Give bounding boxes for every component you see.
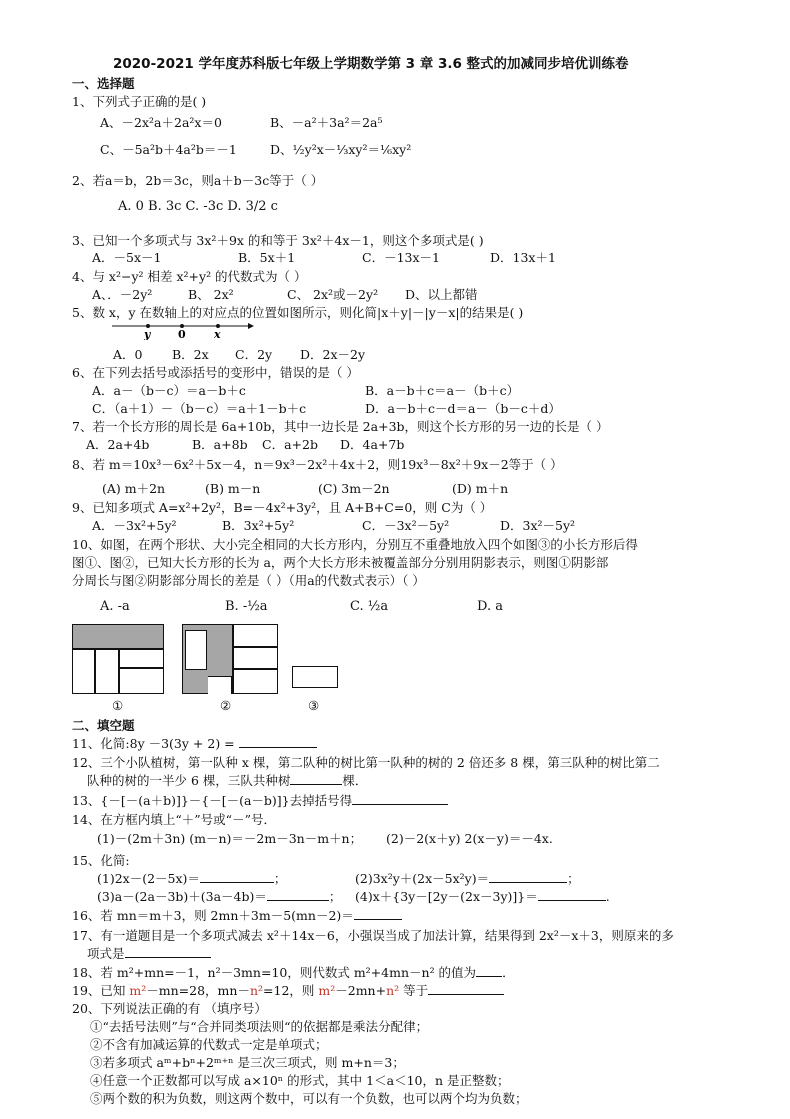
- q6-option-a: A．a－（b－c）＝a－b＋c: [92, 383, 246, 398]
- q1-option-a: A、－2x²a＋2a²x＝0: [100, 115, 222, 130]
- q4-option-a: A、．－2y²: [92, 287, 153, 302]
- q5-option-c: C．2y: [235, 347, 273, 362]
- q10-option-c: C. ½a: [350, 599, 389, 614]
- q7-option-a: A．2a+4b: [86, 437, 150, 452]
- q15-part3: (3)a－(2a－3b)＋(3a－4b)＝ ；: [97, 889, 342, 904]
- q12-line2: 队种的树的一半少 6 棵，三队共种树 棵．: [87, 773, 368, 788]
- q3-option-b: B．5x＋1: [238, 250, 296, 265]
- q8-option-c: (C) 3m－2n: [318, 481, 390, 496]
- figure-2: [182, 624, 278, 694]
- q14-part1: (1)－(2m＋3n) (m－n)＝－2m－3n－m＋n；: [97, 831, 363, 846]
- q5-stem: 5、数 x，y 在数轴上的对应点的位置如图所示，则化简|x＋y|－|y－x|的结果是( ): [72, 305, 524, 320]
- q10-line1: 10、如图，在两个形状、大小完全相同的大长方形内，分别互不重叠地放入四个如图③的小长方形后得: [72, 537, 638, 552]
- q14-stem: 14、在方框内填上“＋”号或“－”号．: [72, 812, 276, 827]
- q18: 18、若 m²+mn=－1，n²－3mn=10，则代数式 m²+4mn－n² 的值为 ．: [72, 965, 515, 980]
- label-x: x: [214, 328, 221, 340]
- figure-3-small-rectangle: [292, 666, 338, 688]
- q10-option-b: B. -½a: [225, 599, 268, 614]
- q20-statement-4: ④任意一个正数都可以写成 a×10ⁿ 的形式，其中 1＜a＜10，n 是正整数；: [90, 1073, 510, 1088]
- q10-line3: 分周长与图②阴影部分周长的差是（ ）（用a的代数式表示）（ ）: [72, 573, 425, 588]
- section-choice-heading: 一、选择题: [72, 76, 135, 91]
- q9-stem: 9、已知多项式 A=x²+2y²，B=－4x²+3y²，且 A+B+C=0，则 C为（ ）: [72, 500, 493, 515]
- q9-option-d: D．3x²－5y²: [500, 518, 576, 533]
- q8-option-d: (D) m＋n: [452, 481, 509, 496]
- q6-option-c: C．（a＋1）－（b－c）＝a＋1－b＋c: [92, 401, 307, 416]
- q20-statement-1: ①“去括号法则”与“合并同类项法则“的依据都是乘法分配律；: [90, 1019, 429, 1034]
- q10-option-a: A. -a: [100, 599, 130, 614]
- q1-option-b: B、－a²＋3a²＝2a⁵: [270, 115, 383, 130]
- q5-option-b: B．2x: [172, 347, 209, 362]
- q3-option-d: D．13x＋1: [490, 250, 556, 265]
- q7-option-c: C．a+2b: [262, 437, 318, 452]
- q15-stem: 15、化简:: [72, 853, 130, 868]
- q1-stem: 1、下列式子正确的是( ): [72, 94, 207, 109]
- q6-option-d: D．a－b＋c－d＝a－（b－c＋d）: [365, 401, 561, 416]
- q4-stem: 4、与 x²−y² 相差 x²+y² 的代数式为（ ）: [72, 269, 307, 284]
- q10-line2: 图①、图②，已知大长方形的长为 a，两个大长方形未被覆盖部分分别用阴影表示，则图①阴影部: [72, 555, 609, 570]
- figure-3-label: ③: [308, 698, 320, 713]
- q5-option-d: D．2x－2y: [300, 347, 366, 362]
- page-title: 2020-2021 学年度苏科版七年级上学期数学第 3 章 3.6 整式的加减同步培优训练卷: [113, 56, 629, 72]
- q20-statement-5: ⑤两个数的积为负数，则这两个数中，可以有一个负数，也可以两个均为负数；: [90, 1091, 528, 1106]
- number-line-arrow: [248, 323, 254, 329]
- q15-part1: (1)2x－(2－5x)＝ ；: [97, 871, 287, 886]
- q10-option-d: D. a: [477, 599, 503, 614]
- label-zero: 0: [178, 328, 186, 340]
- q3-stem: 3、已知一个多项式与 3x²＋9x 的和等于 3x²＋4x－1，则这个多项式是( ): [72, 233, 484, 248]
- q15-part4: (4)x＋{3y－[2y－(2x－3y)]}＝ .: [355, 889, 610, 904]
- q20-statement-2: ②不含有加减运算的代数式一定是单项式；: [90, 1037, 328, 1052]
- q4-option-c: C、 2x²或－2y²: [287, 287, 379, 302]
- q14-part2: (2)－2(x＋y) 2(x－y)＝－4x.: [386, 831, 553, 846]
- q12-line1: 12、三个小队植树，第一队种 x 棵，第二队种的树比第一队种的树的 2 倍还多 8 棵，第三队种的树比第二: [72, 755, 660, 770]
- q13: 13、{－[－(a＋b)]}－{－[－(a－b)]}去掉括号得: [72, 791, 448, 809]
- q1-option-c: C、－5a²b＋4a²b＝－1: [100, 142, 237, 157]
- q2-stem: 2、若a＝b，2b＝3c，则a＋b－3c等于（ ）: [72, 173, 324, 188]
- section-fill-heading: 二、填空题: [72, 718, 135, 733]
- q9-option-c: C．－3x²－5y²: [362, 518, 450, 533]
- q3-option-c: C．－13x－1: [362, 250, 440, 265]
- q19: 19、已知 m²－mn=28，mn－n²=12，则 m²－2mn+n² 等于: [72, 981, 504, 999]
- q7-option-d: D．4a+7b: [340, 437, 405, 452]
- q11: 11、化简:8y －3(3y + 2) =: [72, 734, 317, 752]
- q20-statement-3: ③若多项式 aᵐ+bⁿ+2ᵐ⁺ⁿ 是三次三项式，则 m+n＝3；: [90, 1055, 405, 1070]
- q9-option-b: B．3x²+5y²: [222, 518, 295, 533]
- q8-option-a: (A) m＋2n: [102, 481, 166, 496]
- number-line-figure: [110, 318, 255, 340]
- q15-part2: (2)3x²y＋(2x－5x²y)＝ ；: [355, 871, 580, 886]
- q4-option-d: D、以上都错: [405, 287, 478, 302]
- q7-stem: 7、若一个长方形的周长是 6a+10b，其中一边长是 2a+3b，则这个长方形的另一边的长是（ ）: [72, 419, 609, 434]
- figure-1-label: ①: [112, 698, 124, 713]
- q8-stem: 8、若 m＝10x³－6x²＋5x－4，n＝9x³－2x²＋4x＋2，则19x³－8x²＋9x－2等于（ ）: [72, 457, 563, 472]
- q7-option-b: B．a+8b: [192, 437, 248, 452]
- q16: 16、若 mn＝m＋3，则 2mn＋3m－5(mn－2)＝: [72, 906, 402, 924]
- q9-option-a: A．－3x²+5y²: [92, 518, 177, 533]
- q2-options: A. 0 B. 3c C. -3c D. 3/2 c: [118, 199, 278, 214]
- q4-option-b: B、 2x²: [188, 287, 234, 302]
- q5-option-a: A．0: [113, 347, 143, 362]
- q3-option-a: A．－5x－1: [92, 250, 162, 265]
- q6-stem: 6、在下列去括号或添括号的变形中，错误的是（ ）: [72, 365, 359, 380]
- figure-1: [72, 624, 164, 694]
- label-y: y: [144, 328, 151, 340]
- q17-line2: 项式是: [87, 944, 211, 962]
- q20-stem: 20、下列说法正确的有 （填序号）: [72, 1001, 267, 1016]
- q17-line1: 17、有一道题目是一个多项式减去 x²＋14x－6，小强误当成了加法计算，结果得到 2x²－x＋3，则原来的多: [72, 928, 674, 943]
- q6-option-b: B．a－b＋c＝a－（b＋c）: [365, 383, 520, 398]
- figure-2-label: ②: [220, 698, 232, 713]
- q1-option-d: D、½y²x－⅓xy²＝⅙xy²: [270, 142, 412, 157]
- q8-option-b: (B) m－n: [205, 481, 261, 496]
